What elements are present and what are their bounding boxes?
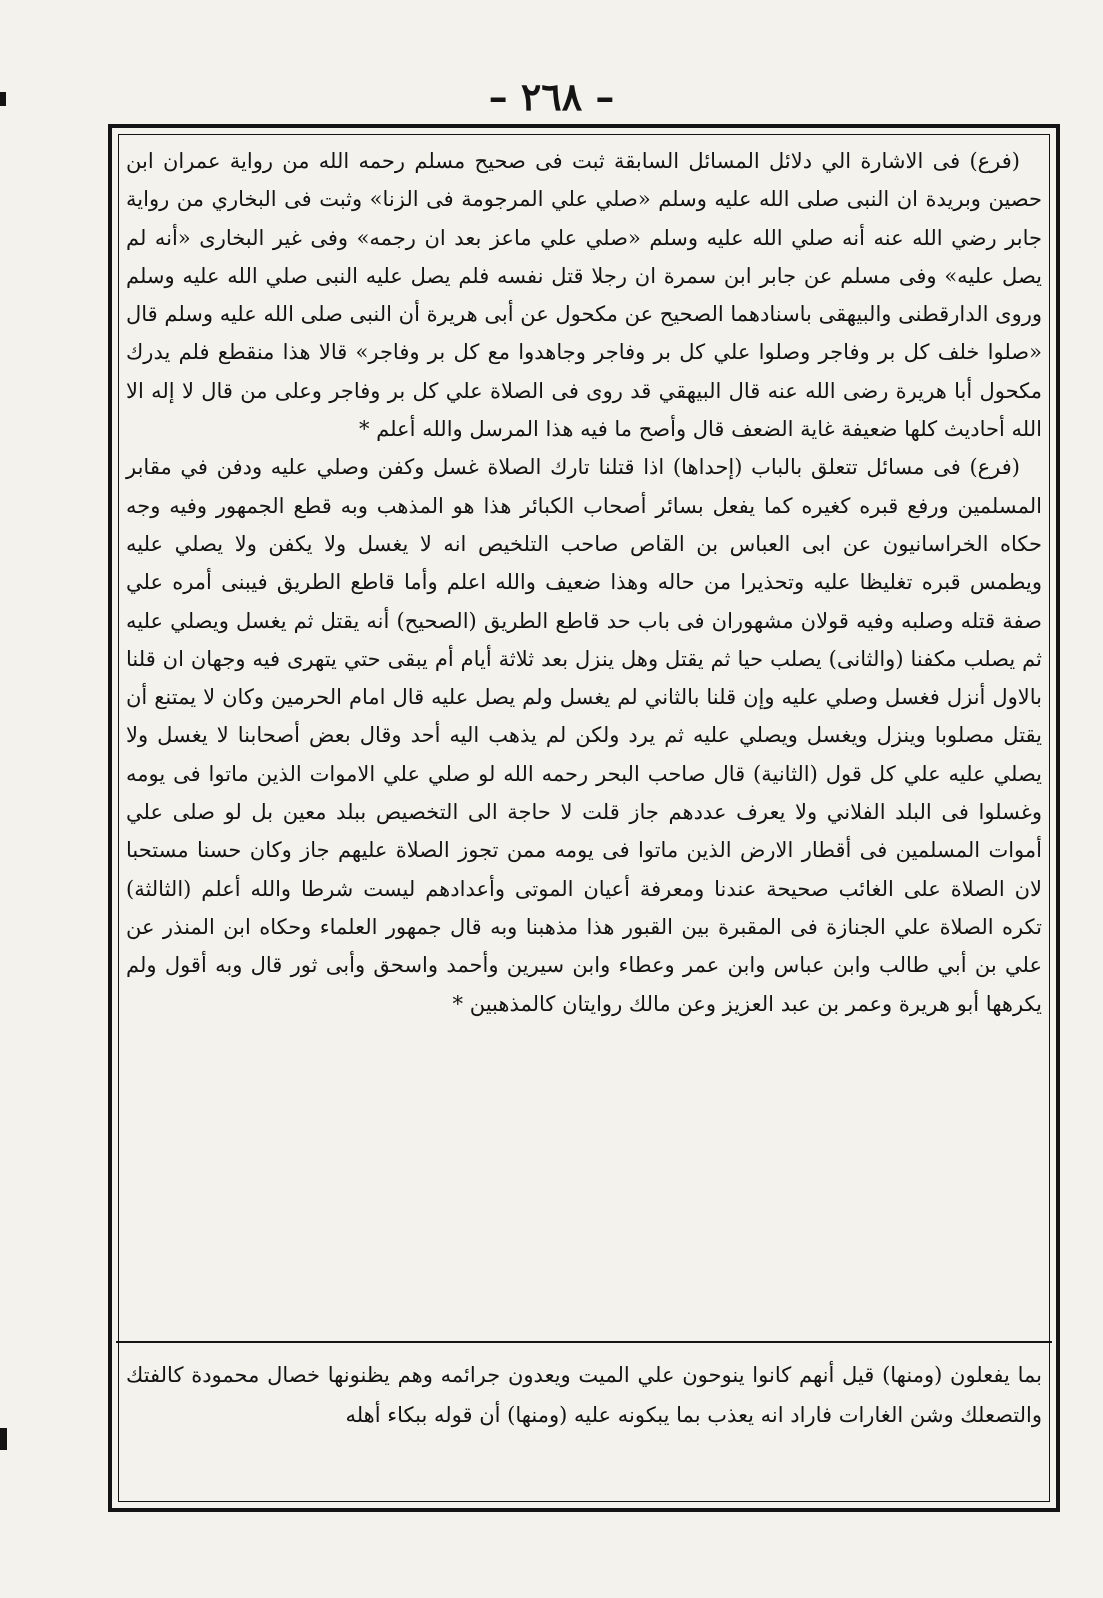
paragraph: (فرع) فى مسائل تتعلق بالباب (إحداها) اذا قتلنا تارك الصلاة غسل وكفن وصلي عليه ودفن في مقابر المسلمين ورفع قبره كغيره كما يفعل بسائر أصحاب الكبائر هذا هو المذهب وبه قطع الجمهور وفيه وجه حكاه الخراسانيون عن ابى العباس بن القاص صاحب التلخيص انه لا يغسل ولا يكفن ولا يصلي عليه ويطمس قبره تغليظا عليه وتحذيرا من حاله وهذا ضعيف والله اعلم وأما قاطع الطريق فيبنى أمره علي صفة قتله وصلبه وفيه قولان مشهوران فى باب حد قاطع الطريق (الصحيح) أنه يقتل ثم يغسل ويصلي عليه ثم يصلب مكفنا (والثانى) يصلب حيا ثم يقتل وهل ينزل بعد ثلاثة أيام أم يبقى حتي يتهرى فيه وجهان ان قلنا بالاول أنزل فغسل وصلي عليه وإن قلنا بالثاني لم يغسل ولم يصل عليه قال امام الحرمين وكان لا يمتنع أن يقتل مصلوبا وينزل ويغسل ويصلي عليه ثم يرد ولكن لم يذهب اليه أحد وقال بعض أصحابنا لا يغسل ولا يصلي عليه علي كل قول (الثانية) قال صاحب البحر رحمه الله لو صلي علي الاموات الذين ماتوا فى يومه وغسلوا فى البلد الفلاني ولا يعرف عددهم جاز قلت لا حاجة الى التخصيص ببلد معين بل لو صلى علي أموات المسلمين فى أقطار الارض الذين ماتوا فى يومه ممن تجوز الصلاة عليهم جاز وكان حسنا مستحبا لان الصلاة على الغائب صحيحة عندنا ومعرفة أعيان الموتى وأعدادهم ليست شرطا والله أعلم (الثالثة) تكره الصلاة علي الجنازة فى المقبرة بين القبور هذا مذهبنا وبه قال جمهور العلماء وحكاه ابن المنذر عن علي بن أبي طالب وابن عباس وابن عمر وعطاء وابن سيرين وأحمد واسحق وأبى ثور قال وبه أقول ولم يكرهها أبو هريرة وعمر بن عبد العزيز وعن مالك روايتان كالمذهبين *: [126, 455, 1043, 1016]
page-number: – ٢٦٨ –: [488, 74, 615, 119]
paragraph: (فرع) فى الاشارة الي دلائل المسائل السابقة ثبت فى صحيح مسلم رحمه الله من رواية عمران ابن حصين وبريدة ان النبى صلى الله عليه وسلم «صلي علي المرجومة فى الزنا» وثبت فى البخاري من رواية جابر رضي الله عنه أنه صلي الله عليه وسلم «صلي علي ماعز بعد ان رجمه» وفى غير البخارى «أنه لم يصل عليه» وفى مسلم عن جابر ابن سمرة ان رجلا قتل نفسه فلم يصل عليه النبى صلي الله عليه وسلم وروى الدارقطنى والبيهقى باسنادهما الصحيح عن مكحول عن أبى هريرة أن النبى صلى الله عليه وسلم قال «صلوا خلف كل بر وفاجر وصلوا علي كل بر وفاجر وجاهدوا مع كل بر وفاجر» قالا هذا منقطع فلم يدرك مكحول أبا هريرة رضى الله عنه قال البيهقي قد روى فى الصلاة علي كل بر وفاجر وعلى من قال لا إله الا الله أحاديث كلها ضعيفة غاية الضعف قال وأصح ما فيه هذا المرسل والله أعلم *: [126, 149, 1042, 442]
footnote-text: [126, 1355, 1042, 1435]
footnote-divider: [116, 1341, 1052, 1343]
main-text: [126, 142, 1042, 1023]
binding-mark-bottom: [0, 1428, 7, 1450]
footnote-paragraph: بما يفعلون (ومنها) قيل أنهم كانوا ينوحون علي الميت ويعدون جرائمه وهم يظنونها خصال محمودة كالفتك والتصعلك وشن الغارات فاراد انه يعذب بما يبكونه عليه (ومنها) أن قوله ببكاء أهله: [126, 1363, 1042, 1427]
